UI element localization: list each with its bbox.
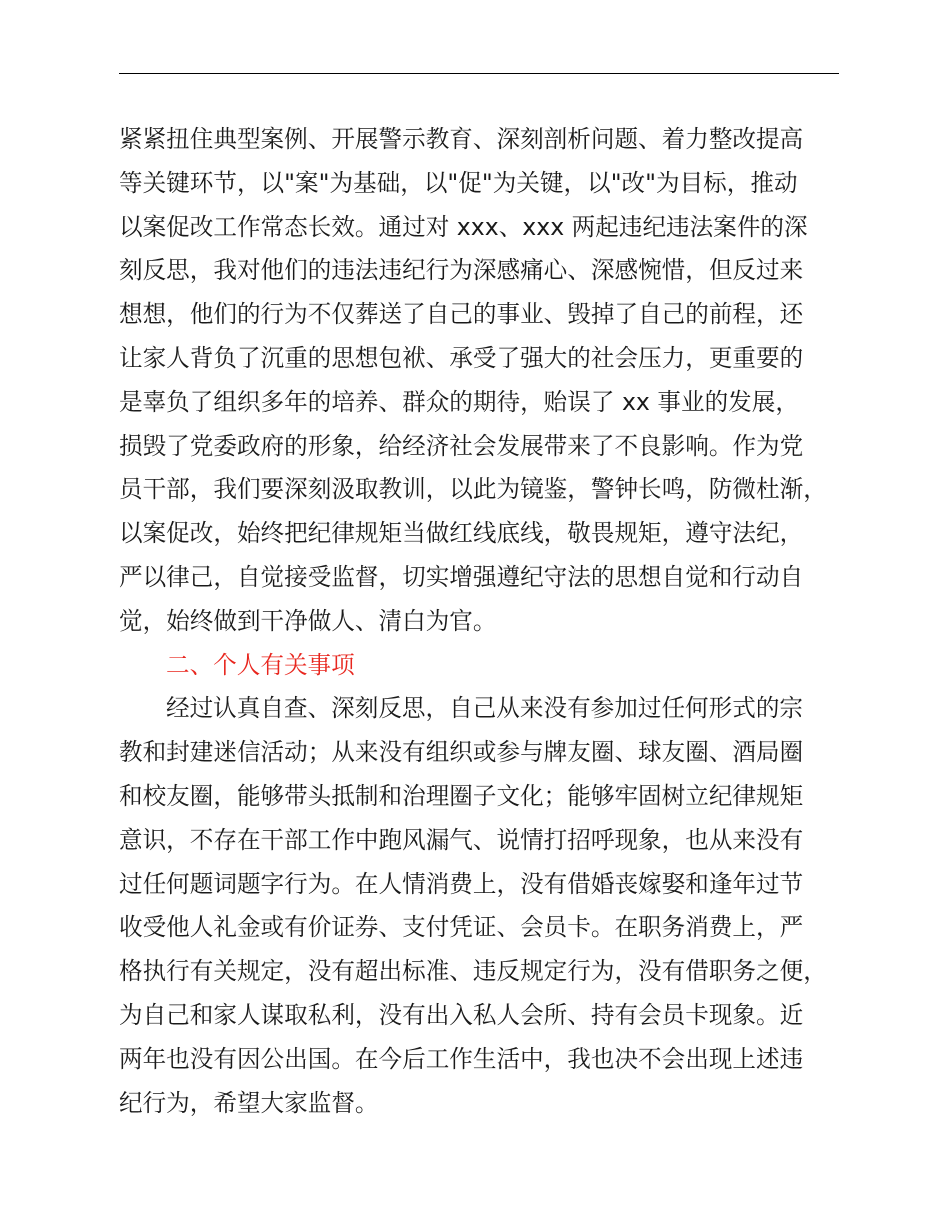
paragraph-line: 紧紧扭住典型案例、开展警示教育、深刻剖析问题、着力整改提高 [119, 125, 804, 153]
header-rule [119, 73, 839, 74]
paragraph-line: 为自己和家人谋取私利，没有出入私人会所、持有会员卡现象。近 [119, 1000, 804, 1029]
section-heading: 二、个人有关事项 [166, 650, 355, 679]
paragraph-line: 两年也没有因公出国。在今后工作生活中，我也决不会出现上述违 [119, 1044, 804, 1073]
paragraph-line: 刻反思，我对他们的违法违纪行为深感痛心、深感惋惜，但反过来 [119, 256, 804, 285]
paragraph-line: 以案促改工作常态长效。通过对 xxx、xxx 两起违纪违法案件的深 [119, 212, 808, 241]
paragraph-line: 让家人背负了沉重的思想包袱、承受了强大的社会压力，更重要的 [119, 343, 804, 372]
paragraph-2 [119, 687, 849, 1125]
paragraph-line: 经过认真自查、深刻反思，自己从来没有参加过任何形式的宗 [166, 694, 804, 723]
paragraph-line: 是辜负了组织多年的培养、群众的期待，贻误了 xx 事业的发展， [119, 387, 799, 416]
paragraph-line: 收受他人礼金或有价证券、支付凭证、会员卡。在职务消费上，严 [119, 913, 804, 942]
paragraph-line: 觉，始终做到干净做人、清白为官。 [119, 606, 497, 635]
paragraph-line: 严以律己，自觉接受监督，切实增强遵纪守法的思想自觉和行动自 [119, 562, 804, 591]
paragraph-line: 教和封建迷信活动；从来没有组织或参与牌友圈、球友圈、酒局圈 [119, 738, 804, 767]
paragraph-line: 员干部，我们要深刻汲取教训，以此为镜鉴，警钟长鸣，防微杜渐， [119, 475, 827, 504]
paragraph-1 [119, 118, 849, 644]
paragraph-line: 想想，他们的行为不仅葬送了自己的事业、毁掉了自己的前程，还 [119, 300, 804, 329]
document-body [119, 118, 849, 1125]
paragraph-line: 纪行为，希望大家监督。 [119, 1088, 379, 1117]
paragraph-line: 过任何题词题字行为。在人情消费上，没有借婚丧嫁娶和逢年过节 [119, 869, 804, 898]
paragraph-line: 损毁了党委政府的形象，给经济社会发展带来了不良影响。作为党 [119, 431, 804, 460]
paragraph-line: 意识，不存在干部工作中跑风漏气、说情打招呼现象，也从来没有 [119, 825, 804, 854]
paragraph-line: 格执行有关规定，没有超出标准、违反规定行为，没有借职务之便， [119, 957, 827, 986]
paragraph-line: 等关键环节，以"案"为基础，以"促"为关键，以"改"为目标，推动 [119, 168, 798, 197]
paragraph-line: 和校友圈，能够带头抵制和治理圈子文化；能够牢固树立纪律规矩 [119, 781, 804, 810]
paragraph-line: 以案促改，始终把纪律规矩当做红线底线，敬畏规矩，遵守法纪， [119, 519, 804, 548]
